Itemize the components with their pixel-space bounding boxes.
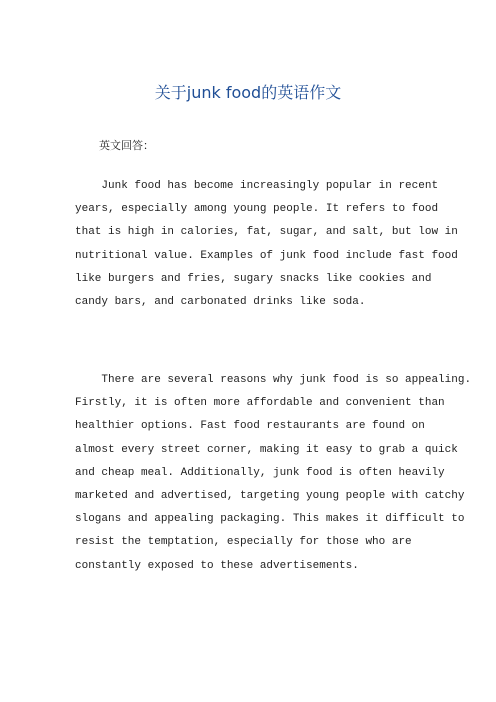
section-subheading: 英文回答： xyxy=(99,139,154,152)
paragraph-line: slogans and appealing packaging. This makes it difficult to xyxy=(75,513,465,526)
paragraph-line: constantly exposed to these advertisements. xyxy=(75,559,359,572)
paragraph-2 xyxy=(75,369,472,578)
paragraph-line: nutritional value. Examples of junk food include fast food xyxy=(75,249,458,262)
paragraph-line: candy bars, and carbonated drinks like soda. xyxy=(75,296,366,309)
paragraph-line: resist the temptation, especially for those who are xyxy=(75,536,412,549)
paragraph-line: marketed and advertised, targeting young people with catchy xyxy=(75,490,465,503)
paragraph-line: like burgers and fries, sugary snacks like cookies and xyxy=(75,272,432,285)
paragraph-line: Firstly, it is often more affordable and convenient than xyxy=(75,397,445,410)
document-title: 关于junk food的英语作文 xyxy=(154,83,342,102)
paragraph-line: There are several reasons why junk food is so appealing. xyxy=(75,374,472,386)
paragraph-line: years, especially among young people. It refers to food xyxy=(75,203,439,216)
paragraph-line: that is high in calories, fat, sugar, and salt, but low in xyxy=(75,226,458,239)
paragraph-line: and cheap meal. Additionally, junk food is often heavily xyxy=(75,466,445,479)
paragraph-line: Junk food has become increasingly popular in recent xyxy=(75,180,439,192)
paragraph-line: almost every street corner, making it easy to grab a quick xyxy=(75,443,458,456)
paragraph-line: healthier options. Fast food restaurants are found on xyxy=(75,420,425,433)
paragraph-1 xyxy=(75,175,458,314)
